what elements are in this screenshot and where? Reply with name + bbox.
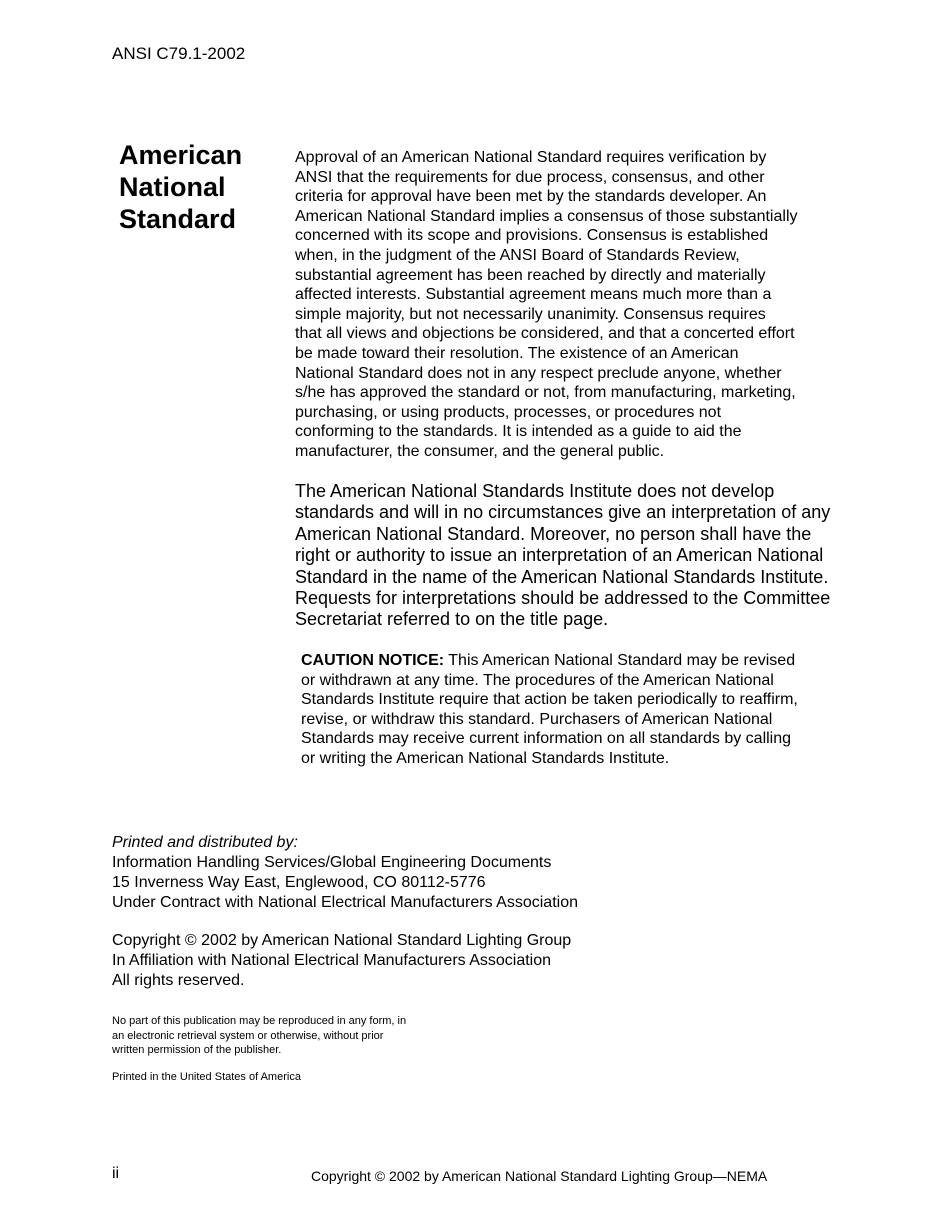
paragraph-line: or withdrawn at any time. The procedures of the American National: [301, 671, 774, 689]
paragraph-line: Approval of an American National Standard requires verification by: [295, 149, 767, 166]
notice-line: an electronic retrieval system or otherwise, without prior: [112, 1029, 384, 1042]
paragraph-line: substantial agreement has been reached by directly and materially: [295, 266, 766, 284]
footer-copyright: Copyright © 2002 by American National Standard Lighting Group—NEMA: [311, 1168, 768, 1184]
paragraph-line: that all views and objections be considered, and that a concerted effort: [295, 325, 795, 343]
copyright-line: Copyright © 2002 by American National Standard Lighting Group: [112, 932, 572, 949]
paragraph-line: s/he has approved the standard or not, from manufacturing, marketing,: [295, 384, 796, 402]
paragraph-line: American National Standard implies a consensus of those substantially: [295, 207, 798, 225]
printed-by-line: Information Handling Services/Global Engineering Documents: [112, 854, 552, 871]
page-number: ii: [112, 1165, 120, 1182]
paragraph-line: Standard in the name of the American National Standards Institute.: [295, 566, 829, 587]
paragraph-line: or writing the American National Standards Institute.: [301, 749, 670, 767]
paragraph-line: standards and will in no circumstances give an interpretation of any: [295, 502, 831, 523]
paragraph-line: Secretariat referred to on the title page.: [295, 609, 609, 630]
side-title-line: Standard: [119, 204, 237, 234]
paragraph-line: concerned with its scope and provisions. Consensus is established: [295, 227, 769, 245]
caution-first-line: [301, 651, 861, 671]
paragraph-line: when, in the judgment of the ANSI Board of Standards Review,: [295, 246, 740, 264]
printed-by-line: 15 Inverness Way East, Englewood, CO 80112-5776: [112, 874, 486, 891]
paragraph-line: be made toward their resolution. The existence of an American: [295, 344, 739, 362]
institute-paragraph: [295, 481, 865, 631]
paragraph-line: ANSI that the requirements for due process, consensus, and other: [295, 168, 765, 186]
paragraph-line: revise, or withdraw this standard. Purchasers of American National: [301, 710, 773, 728]
caution-label: CAUTION NOTICE:: [301, 652, 445, 669]
approval-paragraph: [295, 148, 855, 462]
notice-line: No part of this publication may be reproduced in any form, in: [112, 1015, 407, 1027]
paragraph-line: right or authority to issue an interpretation of an American National: [295, 545, 824, 566]
paragraph-line: purchasing, or using products, processes, or procedures not: [295, 403, 722, 421]
copyright-line: All rights reserved.: [112, 972, 245, 989]
paragraph-line: The American National Standards Institute does not develop: [295, 481, 775, 501]
paragraph-line: simple majority, but not necessarily unanimity. Consensus requires: [295, 305, 766, 323]
copyright-line: In Affiliation with National Electrical Manufacturers Association: [112, 952, 552, 969]
document-id: ANSI C79.1-2002: [112, 44, 246, 63]
paragraph-line: criteria for approval have been met by the standards developer. An: [295, 188, 767, 206]
reproduction-notice: [112, 1014, 512, 1058]
paragraph-line: Standards Institute require that action be taken periodically to reaffirm,: [301, 691, 798, 709]
notice-line: written permission of the publisher.: [112, 1044, 282, 1056]
printed-by-heading: Printed and distributed by:: [112, 834, 298, 851]
printed-in-usa: Printed in the United States of America: [112, 1071, 301, 1083]
caution-text: This American National Standard may be revised: [444, 652, 796, 669]
paragraph-line: conforming to the standards. It is intended as a guide to aid the: [295, 423, 742, 441]
caution-notice: [301, 651, 861, 769]
printed-by-block: [112, 833, 732, 913]
side-title-line: American: [119, 140, 243, 170]
copyright-block: [112, 931, 732, 991]
paragraph-line: Standards may receive current information on all standards by calling: [301, 730, 792, 748]
paragraph-line: affected interests. Substantial agreement means much more than a: [295, 286, 772, 304]
side-title: [119, 139, 279, 235]
paragraph-line: manufacturer, the consumer, and the general public.: [295, 442, 665, 460]
paragraph-line: Requests for interpretations should be addressed to the Committee: [295, 588, 831, 609]
side-title-line: National: [119, 172, 226, 202]
printed-by-line: Under Contract with National Electrical Manufacturers Association: [112, 894, 578, 911]
paragraph-line: National Standard does not in any respect preclude anyone, whether: [295, 364, 782, 382]
paragraph-line: American National Standard. Moreover, no person shall have the: [295, 523, 812, 544]
